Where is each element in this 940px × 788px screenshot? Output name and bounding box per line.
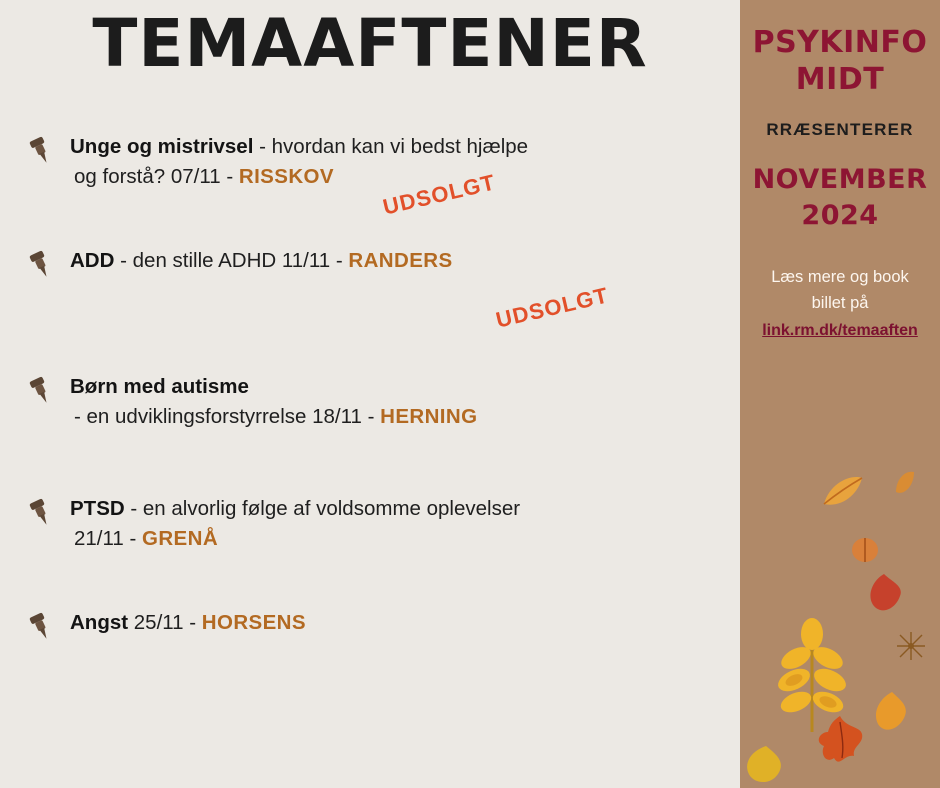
status-badge: UDSOLGT <box>380 169 498 220</box>
event-line-1 <box>70 372 720 402</box>
booking-info <box>740 264 940 344</box>
list-item[interactable] <box>20 132 720 196</box>
status-badge: UDSOLGT <box>493 282 611 333</box>
event-city: HERNING <box>380 405 478 428</box>
list-item[interactable] <box>20 372 720 436</box>
pin-icon <box>24 610 58 644</box>
month-label: NOVEMBER <box>752 164 928 195</box>
leaf-icon <box>892 468 918 498</box>
event-city: RISSKOV <box>238 165 334 188</box>
pin-icon <box>24 248 58 282</box>
leaf-icon <box>848 534 882 568</box>
booking-link[interactable]: link.rm.dk/temaaften <box>762 322 918 339</box>
list-item[interactable] <box>20 608 720 672</box>
page-title: TEMAAFTENER <box>92 5 648 82</box>
event-city: HORSENS <box>201 611 306 634</box>
list-item[interactable] <box>20 494 720 558</box>
leaf-icon <box>872 690 912 736</box>
date-block <box>740 162 940 234</box>
event-title: Børn med autisme <box>70 375 249 398</box>
pin-icon <box>24 134 58 168</box>
sidebar <box>740 0 940 788</box>
event-desc: - den stille ADHD 11/11 - <box>114 249 349 272</box>
event-line-1 <box>70 246 720 276</box>
leaf-icon <box>862 572 906 616</box>
event-line-2 <box>70 402 720 432</box>
event-city: GRENÅ <box>142 527 219 550</box>
event-desc: 25/11 - <box>128 611 202 634</box>
event-line-1 <box>70 494 720 524</box>
list-item[interactable] <box>20 246 720 310</box>
event-line-2 <box>70 524 720 554</box>
brand-name <box>740 24 940 98</box>
booking-line-1: Læs mere og book <box>771 268 909 286</box>
pin-icon <box>24 374 58 408</box>
presents-label: RRÆSENTERER <box>766 120 914 139</box>
pin-icon <box>24 496 58 530</box>
event-title: PTSD <box>70 497 125 520</box>
leaf-icon <box>742 744 788 788</box>
brand-line-1: PSYKINFO <box>752 25 928 60</box>
event-desc-cont: 21/11 - <box>74 527 142 550</box>
event-desc: - hvordan kan vi bedst hjælpe <box>253 135 529 158</box>
event-list <box>20 132 720 700</box>
booking-line-2: billet på <box>811 294 869 312</box>
event-line-2 <box>70 162 720 192</box>
leaf-icon <box>895 630 927 662</box>
brand-line-2: MIDT <box>795 62 885 97</box>
event-title: Unge og mistrivsel <box>70 135 254 158</box>
leaf-icon <box>818 470 866 516</box>
event-desc-cont: og forstå? 07/11 - <box>74 165 239 188</box>
event-title: ADD <box>70 249 115 272</box>
year-label: 2024 <box>801 200 879 231</box>
event-desc: - en alvorlig følge af voldsomme oplevelser <box>124 497 521 520</box>
event-desc-cont: - en udviklingsforstyrrelse 18/11 - <box>74 405 381 428</box>
leaf-icon <box>810 712 870 772</box>
event-city: RANDERS <box>348 249 453 272</box>
event-line-1 <box>70 608 720 638</box>
event-title: Angst <box>70 611 129 634</box>
event-line-1 <box>70 132 720 162</box>
